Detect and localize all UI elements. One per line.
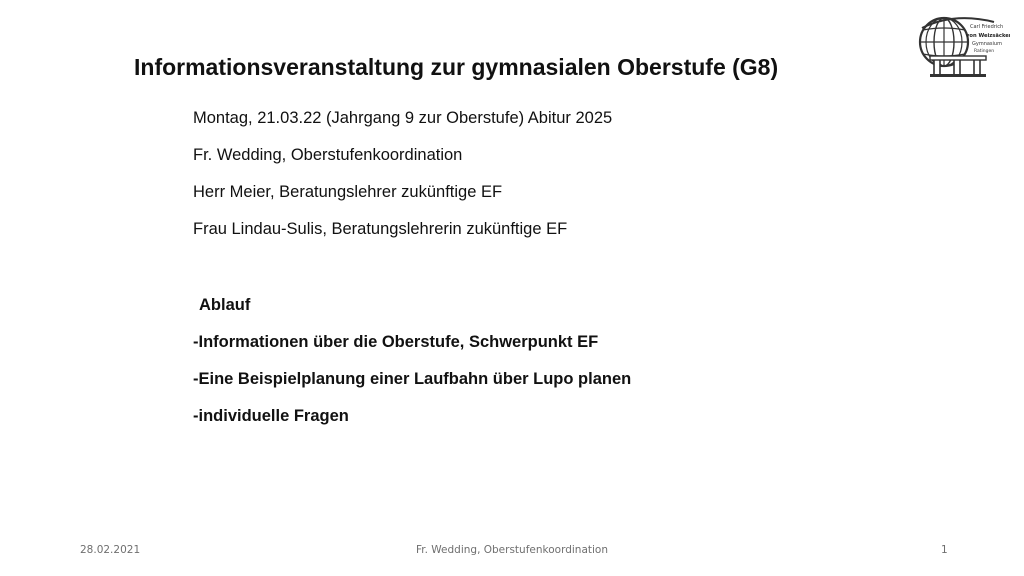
agenda-section xyxy=(193,294,631,442)
logo-text-line2: von Weizsäcker xyxy=(966,33,1010,39)
info-line-date: Montag, 21.03.22 (Jahrgang 9 zur Oberstufe) Abitur 2025 xyxy=(193,109,613,127)
logo-text-line1: Carl Friedrich xyxy=(970,24,1004,30)
footer-presenter: Fr. Wedding, Oberstufenkoordination xyxy=(415,544,608,556)
globe-logo-icon xyxy=(914,14,1010,80)
agenda-item: -Eine Beispielplanung einer Laufbahn über Lupo planen xyxy=(193,370,632,388)
logo-text-line3: Gymnasium xyxy=(972,41,1002,47)
logo-text-line4: Ratingen xyxy=(974,49,995,54)
slide-title: Informationsveranstaltung zur gymnasialen Oberstufe (G8) xyxy=(134,54,779,80)
school-logo xyxy=(914,14,1010,80)
agenda-heading: Ablauf xyxy=(199,296,251,314)
info-line-advisor-meier: Herr Meier, Beratungslehrer zukünftige EF xyxy=(193,183,503,201)
info-line-advisor-lindau: Frau Lindau-Sulis, Beratungslehrerin zukünftige EF xyxy=(193,220,568,238)
info-lines xyxy=(193,107,612,255)
footer-page-number: 1 xyxy=(941,544,948,556)
agenda-item: -individuelle Fragen xyxy=(193,407,349,425)
agenda-item: -Informationen über die Oberstufe, Schwerpunkt EF xyxy=(193,333,599,351)
footer-date: 28.02.2021 xyxy=(80,544,141,556)
info-line-coordinator: Fr. Wedding, Oberstufenkoordination xyxy=(193,146,463,164)
